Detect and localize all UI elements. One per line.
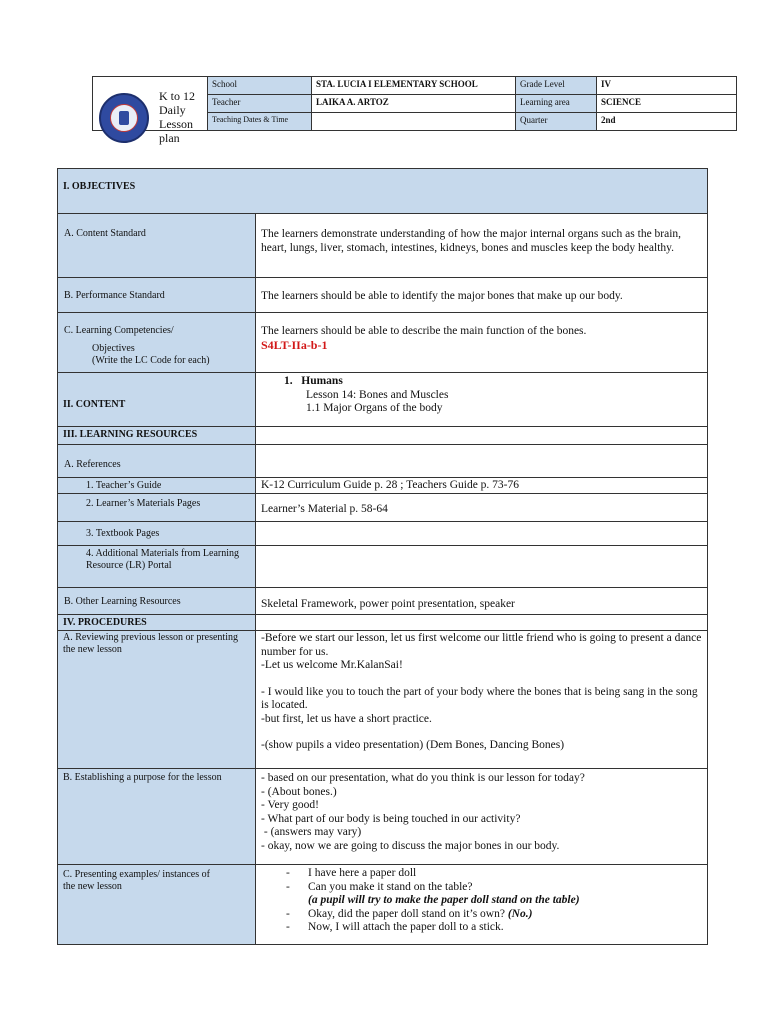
procedure-a-line: -(show pupils a video presentation) (Dem Bones, Dancing Bones) [261, 739, 565, 751]
procedure-c-item: - Okay, did the paper doll stand on it’s own? (No.) [256, 908, 707, 922]
procedure-c-list [256, 865, 707, 935]
procedure-b-line: - (answers may vary) [261, 826, 362, 838]
textbook-pages-value [256, 522, 707, 526]
procedure-a-line: -Let us welcome Mr.KalanSai! [261, 659, 403, 671]
content-standard-text: The learners demonstrate understanding of how the major internal organs such as the brain, heart, lungs, liver, stomach, intestines, kidneys, bones and muscles keep the body healthy. [261, 228, 682, 254]
content-subtopic: 1.1 Major Organs of the body [306, 402, 443, 414]
learning-area-value: SCIENCE [597, 95, 737, 113]
other-resources-value: Skeletal Framework, power point presentation, speaker [261, 598, 515, 610]
resources-heading: III. LEARNING RESOURCES [63, 429, 198, 440]
quarter-value: 2nd [597, 113, 737, 131]
additional-materials-label: 4. Additional Materials from Learning Resource (LR) Portal [86, 548, 240, 571]
teaching-dates-label: Teaching Dates & Time [208, 113, 312, 131]
additional-materials-value [256, 546, 707, 550]
header-table [92, 76, 737, 145]
procedure-b-line: - based on our presentation, what do you think is our lesson for today? [261, 772, 585, 784]
quarter-label: Quarter [516, 113, 597, 131]
procedure-b-label: B. Establishing a purpose for the lesson [63, 772, 222, 783]
performance-standard-text: The learners should be able to identify the major bones that make up our body. [261, 290, 623, 302]
procedure-b-line: - What part of our body is being touched in our activity? [261, 812, 521, 825]
competencies-label: C. Learning Competencies/ [64, 325, 174, 336]
teachers-guide-label: 1. Teacher’s Guide [86, 480, 162, 491]
procedure-a-line: -Before we start our lesson, let us first welcome our little friend who is going to present a dance number for us. [261, 632, 702, 658]
lc-code-instruction: (Write the LC Code for each) [92, 355, 210, 366]
procedure-a-content [256, 631, 707, 753]
procedure-a-line: - I would like you to touch the part of your body where the bones that is being sang in the song is located. [261, 685, 698, 711]
procedure-c-item-note: (a pupil will try to make the paper doll stand on the table) [308, 894, 580, 906]
learners-materials-value: Learner’s Material p. 58-64 [261, 503, 388, 515]
school-label: School [208, 77, 312, 95]
content-lesson: Lesson 14: Bones and Muscles [306, 388, 449, 401]
grade-level-label: Grade Level [516, 77, 597, 95]
lc-code: S4LT-IIa-b-1 [261, 337, 328, 352]
procedure-c-answer: (No.) [507, 907, 533, 920]
procedure-c-item: - Can you make it stand on the table? [256, 881, 707, 895]
content-item-number: 1. [284, 375, 293, 387]
grade-level-value: IV [597, 77, 737, 95]
procedure-c-label: C. Presenting examples/ instances of the new lesson [63, 869, 210, 892]
procedure-b-line: - (About bones.) [261, 785, 337, 798]
content-item-title: Humans [301, 375, 343, 387]
school-value: STA. LUCIA I ELEMENTARY SCHOOL [312, 77, 516, 95]
objectives-heading: I. OBJECTIVES [63, 181, 136, 192]
k-to-12-label: K to 12 Daily Lesson plan [159, 89, 195, 145]
textbook-pages-label: 3. Textbook Pages [86, 528, 160, 539]
procedure-a-line: -but first, let us have a short practice. [261, 712, 432, 725]
learners-materials-label: 2. Learner’s Materials Pages [86, 498, 201, 509]
lesson-plan-table [57, 168, 708, 945]
competencies-text: The learners should be able to describe the main function of the bones. [261, 325, 587, 337]
references-label: A. References [64, 459, 121, 470]
learning-area-label: Learning area [516, 95, 597, 113]
procedure-c-item: - I have here a paper doll [256, 867, 707, 881]
logo-cell [93, 77, 208, 145]
teaching-dates-value [312, 113, 516, 131]
content-standard-label: A. Content Standard [64, 228, 146, 239]
other-resources-label: B. Other Learning Resources [64, 596, 181, 607]
teacher-value: LAIKA A. ARTOZ [312, 95, 516, 113]
procedure-b-line: - okay, now we are going to discuss the major bones in our body. [261, 839, 560, 852]
performance-standard-label: B. Performance Standard [64, 290, 165, 301]
procedure-b-line: - Very good! [261, 799, 319, 811]
objectives-heading-cell [58, 169, 708, 214]
content-heading: II. CONTENT [63, 399, 126, 410]
teacher-label: Teacher [208, 95, 312, 113]
procedure-a-label: A. Reviewing previous lesson or presenting the new lesson [63, 632, 238, 655]
objectives-label: Objectives [92, 343, 135, 354]
procedure-b-content [256, 769, 707, 853]
teachers-guide-value: K-12 Curriculum Guide p. 28 ; Teachers Guide p. 73-76 [261, 479, 519, 491]
deped-seal-logo [99, 93, 149, 143]
procedures-heading: IV. PROCEDURES [63, 617, 147, 628]
procedure-c-item: - Now, I will attach the paper doll to a stick. [256, 921, 707, 935]
